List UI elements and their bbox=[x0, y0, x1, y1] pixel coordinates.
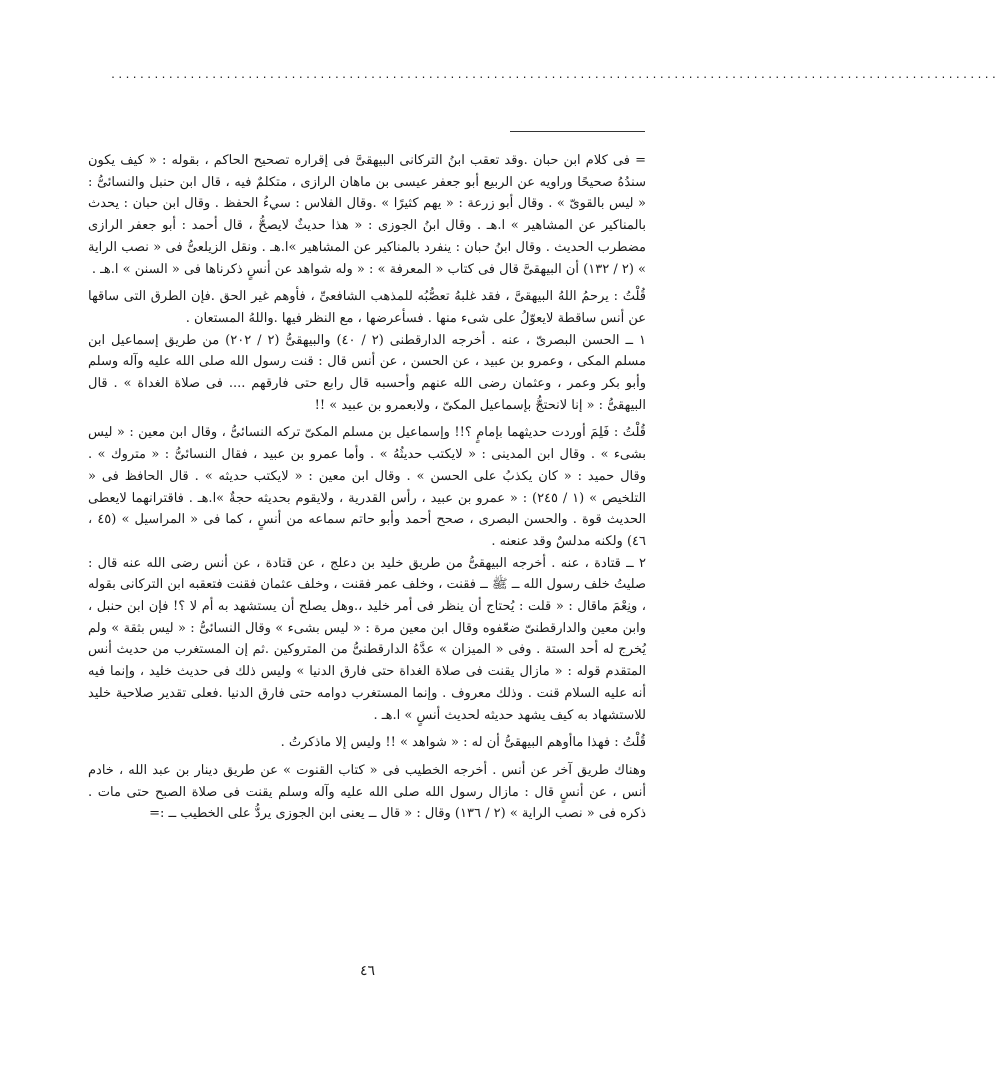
paragraph-route-2-qatada: ٢ ــ قتادة ، عنه . أخرجه البيهقىُّ من طريق خليد بن دعلج ، عن قتادة ، عن أنس رضى الله عنه قال : صليتُ خلف رسول الله ــ ﷺ ــ فقنت ، وخلف عمر فقنت ، وخلف عثمان فقنت فتعقبه ابن التركانى بقوله ، ونِعْمَ ماقال : « قلت : يُحتاج أن ينظر فى أمر خليد ،.وهل يصلح أن يستشهد به أم لا ؟! فإن ابن حنبل ، وابن معين والدارقطنىّ ضعّفوه وقال ابن معين مرة : « ليس بشىء » وقال النسائىُّ : « ليس بثقة » ولم يُخرج له أحد الستة . وفى « الميزان » عدَّهُ الدارقطنىُّ من المتروكين .ثم إن المستغرب من حديث أنس المتقدم قوله : « مازال يقنت فى صلاة الغداة حتى فارق الدنيا » وليس ذلك فى حديث خليد ، وإنما فيه أنه عليه السلام قنت . وذلك معروف . وإنما المستغرب دوامه حتى فارق الدنيا .فعلى تقدير صلاحية خليد للاستشهاد به كيف يشهد حديثه لحديث أنسٍ » ا.هـ . bbox=[88, 555, 646, 723]
paragraph-author-comment-1: قُلْتُ : يرحمُ اللهُ البيهقىَّ ، فقد غلبهُ تعصُّبُه للمذهب الشافعىِّ ، فأوهم غير الحق .فإن الطرق التى ساقها عن أنس ساقطة لايعوّلُ على شىء منها . فسأعرضها ، مع النظر فيها .واللهُ المستعان . bbox=[88, 289, 646, 326]
page-number: ٤٦ bbox=[359, 963, 376, 979]
paragraph-continuation: = فى كلام ابن حبان .وقد تعقب ابنُ التركانى البيهقىَّ فى إقراره تصحيح الحاكم ، بقوله : « كيف يكون سندُهُ صحيحًا وراويه عن الربيع أبو جعفر عيسى بن ماهان الرازى ، متكلمٌ فيه ، قال ابن حنبل والنسائىُّ : « ليس بالقوىّ » . وقال أبو زرعة : « يهم كثيرًا » .وقال الفلاس : سيءُ الحفظ . وقال ابن حبان : يحدث بالمناكير عن المشاهير » ا.هـ . وقال ابنُ الجوزى : « هذا حديثٌ لايصحُّ ، قال أحمد : أبو جعفر الرازى مضطرب الحديث . وقال ابنُ حبان : ينفرد بالمناكير عن المشاهير »ا.هـ . ونقل الزيلعىُّ فى « نصب الراية » (٢ / ١٣٢) أن البيهقىَّ قال فى كتاب « المعرفة » : « وله شواهد عن أنسٍ ذكرناها فى « السنن » ا.هـ . bbox=[88, 153, 646, 277]
page-body bbox=[88, 150, 646, 825]
header-dotted-rule: ........................................................................................................................... bbox=[110, 70, 998, 81]
footnote-separator bbox=[510, 131, 645, 132]
paragraph-route-1-hasan: ١ ــ الحسن البصرىّ ، عنه . أخرجه الدارقطنى (٢ / ٤٠) والبيهقىُّ (٢ / ٢٠٢) من طريق إسماعيل ابن مسلم المكى ، وعمرو بن عبيد ، عن الحسن ، عن أنس قال : قنت رسول الله صلى الله عليه وآله وسلم وأبو بكر وعمر ، وعثمان رضى الله عنهم وأحسبه قال رابع حتى فارقهم .... فى صلاة الغداة » . قال البيهقىُّ : « إنا لانحتجُّ بإسماعيل المكىّ ، ولابعمرو بن عبيد » !! bbox=[88, 332, 646, 413]
paragraph-author-comment-3: قُلْتُ : فهذا ماأوهم البيهقىُّ أن له : « شواهد » !! وليس إلا ماذكرتُ . bbox=[280, 735, 646, 751]
paragraph-author-comment-2: قُلْتُ : فَلِمَ أوردت حديثهما بإمامٍ ؟!! وإسماعيل بن مسلم المكىّ تركه النسائىُّ ، وقال ابن معين : « ليس بشىء » . وقال ابن المدينى : « لايكتب حديثُهُ » . وأما عمرو بن عبيد ، فقال النسائىُّ : « متروك » . وقال حميد : « كان يكذبُ على الحسن » . وقال ابن معين : « لايكتب حديثه » . قال الحافظ فى « التلخيص » (١ / ٢٤٥) : « عمرو بن عبيد ، رأس القدرية ، ولايقوم بحديثه حجةٌ »ا.هـ . فاقترانهما لايعطى الحديث قوة . والحسن البصرى ، صحح أحمد وأبو حاتم سماعه من أنسٍ ، كما فى « المراسيل » (٤٥ ، ٤٦) ولكنه مدلسٌ وقد عنعنه . bbox=[88, 425, 646, 549]
paragraph-another-route: وهناك طريق آخر عن أنس . أخرجه الخطيب فى « كتاب القنوت » عن طريق دينار بن عبد الله ، خادم أنس ، عن أنسٍ قال : مازال رسول الله صلى الله عليه وآله وسلم يقنت فى صلاة الصبح حتى مات . ذكره فى « نصب الراية » (٢ / ١٣٦) وقال : « قال ــ يعنى ابن الجوزى يردُّ على الخطيب ــ := bbox=[88, 762, 646, 822]
